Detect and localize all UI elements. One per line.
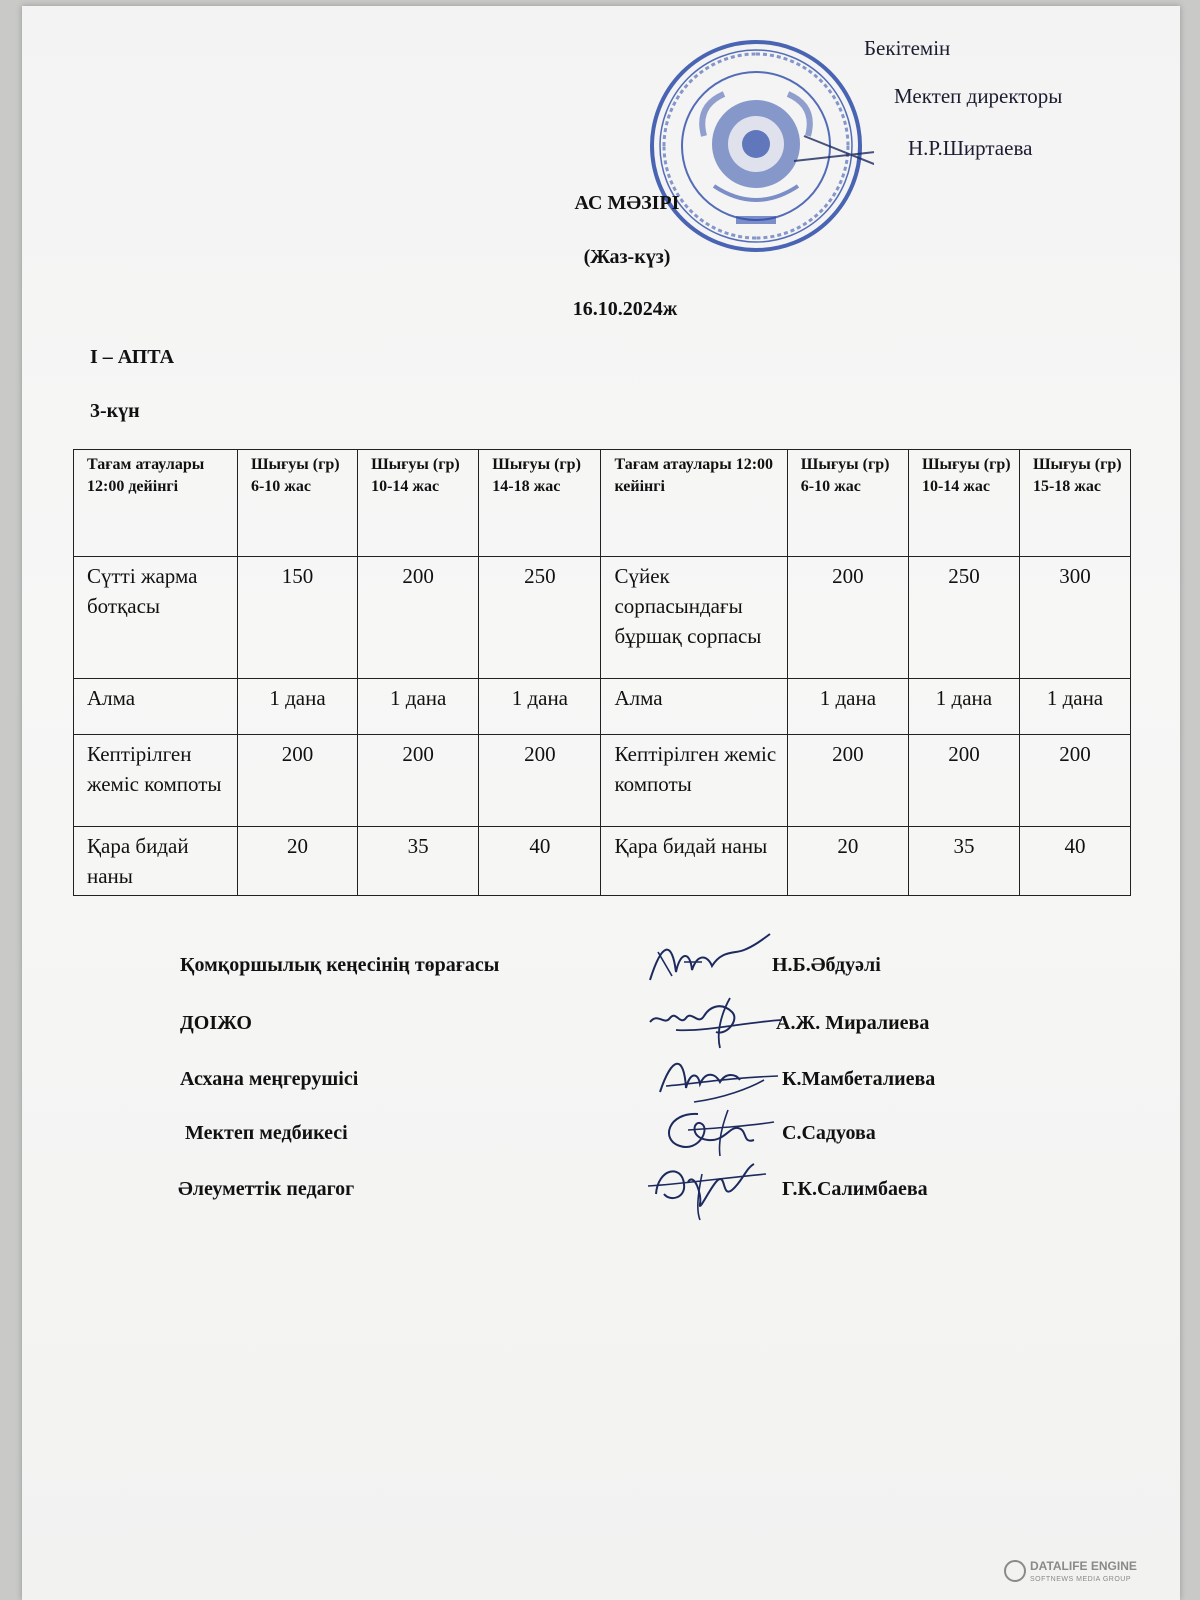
portion-cell: 250 (908, 557, 1019, 679)
signatory-name: А.Ж. Миралиева (776, 1012, 930, 1034)
watermark (1030, 1560, 1137, 1586)
school-seal-stamp (644, 36, 874, 256)
dish-name-cell: Алма (74, 679, 238, 735)
portion-cell: 200 (1019, 735, 1130, 827)
column-header: Шығуы (гр) 6-10 жас (787, 450, 908, 557)
handwritten-signature (646, 992, 786, 1052)
portion-cell: 200 (908, 735, 1019, 827)
portion-cell: 250 (479, 557, 601, 679)
portion-cell: 300 (1019, 557, 1130, 679)
portion-cell: 40 (1019, 827, 1130, 896)
signatory-role: Әлеуметтік педагог (178, 1178, 355, 1200)
watermark-brand: DATALIFE ENGINE (1030, 1559, 1137, 1573)
portion-cell: 200 (787, 735, 908, 827)
datalife-logo-icon (1004, 1560, 1026, 1582)
dish-name-cell: Қара бидай наны (74, 827, 238, 896)
column-header: Тағам атаулары 12:00 кейінгі (601, 450, 787, 557)
column-header: Шығуы (гр) 10-14 жас (358, 450, 479, 557)
column-header: Шығуы (гр) 6-10 жас (237, 450, 357, 557)
approval-heading: Бекітемін (864, 36, 951, 60)
document-page (22, 6, 1180, 1600)
signatory-role: Мектеп медбикесі (185, 1122, 348, 1144)
dish-name-cell: Кептірілген жеміс компоты (74, 735, 238, 827)
portion-cell: 20 (787, 827, 908, 896)
dish-name-cell: Алма (601, 679, 787, 735)
handwritten-signature (642, 1154, 772, 1224)
signatory-name: Н.Б.Әбдуәлі (772, 954, 881, 976)
column-header: Шығуы (гр) 10-14 жас (908, 450, 1019, 557)
table-row (74, 735, 1131, 827)
menu-date: 16.10.2024ж (572, 298, 678, 320)
signatory-role: Асхана меңгерушісі (180, 1068, 359, 1090)
portion-cell: 1 дана (908, 679, 1019, 735)
portion-cell: 40 (479, 827, 601, 896)
day-label: 3-күн (90, 400, 140, 422)
portion-cell: 150 (237, 557, 357, 679)
approval-director-name: Н.Р.Ширтаева (908, 136, 1033, 160)
portion-cell: 1 дана (237, 679, 357, 735)
portion-cell: 200 (787, 557, 908, 679)
portion-cell: 1 дана (358, 679, 479, 735)
portion-cell: 20 (237, 827, 357, 896)
table-row (74, 679, 1131, 735)
portion-cell: 35 (908, 827, 1019, 896)
handwritten-signature (632, 932, 772, 992)
portion-cell: 1 дана (1019, 679, 1130, 735)
column-header: Тағам атаулары 12:00 дейінгі (74, 450, 238, 557)
week-label: I – АПТА (90, 346, 175, 368)
handwritten-signature (658, 1100, 778, 1160)
column-header: Шығуы (гр) 15-18 жас (1019, 450, 1130, 557)
table-row (74, 557, 1131, 679)
portion-cell: 200 (479, 735, 601, 827)
portion-cell: 35 (358, 827, 479, 896)
dish-name-cell: Қара бидай наны (601, 827, 787, 896)
dish-name-cell: Кептірілген жеміс компоты (601, 735, 787, 827)
table-row (74, 827, 1131, 896)
signatory-name: С.Садуова (782, 1122, 876, 1144)
portion-cell: 1 дана (479, 679, 601, 735)
portion-cell: 200 (237, 735, 357, 827)
handwritten-signature (654, 1048, 784, 1108)
menu-table (73, 449, 1131, 896)
approval-position: Мектеп директоры (894, 84, 1063, 108)
signatory-name: Г.К.Салимбаева (782, 1178, 928, 1200)
table-header-row (74, 450, 1131, 557)
document-title: АС МӘЗІРІ (574, 192, 680, 214)
season-label: (Жаз-күз) (583, 246, 671, 268)
signatory-name: К.Мамбеталиева (782, 1068, 936, 1090)
dish-name-cell: Сүтті жарма ботқасы (74, 557, 238, 679)
column-header: Шығуы (гр) 14-18 жас (479, 450, 601, 557)
watermark-sub: SOFTNEWS MEDIA GROUP (1030, 1576, 1132, 1583)
portion-cell: 200 (358, 557, 479, 679)
portion-cell: 1 дана (787, 679, 908, 735)
signatory-role: Қомқоршылық кеңесінің төрағасы (180, 954, 500, 976)
dish-name-cell: Сүйек сорпасындағы бұршақ сорпасы (601, 557, 787, 679)
signatory-role: ДОІЖО (180, 1012, 252, 1034)
portion-cell: 200 (358, 735, 479, 827)
